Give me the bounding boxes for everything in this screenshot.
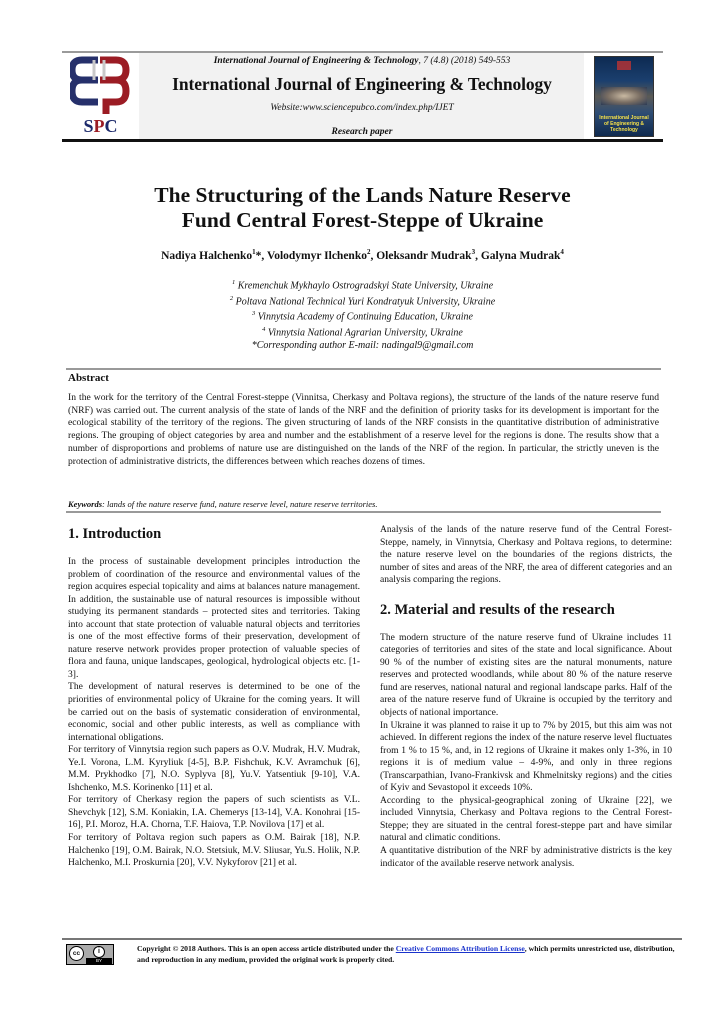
- paragraph: For territory of Cherkasy region the papers of such scientists as V.L. Shevchyk [12], S.M. Koniakin, I.A. Chemerys [13-14], V.A. Konohrai [15-16], P.I. Moroz, H.A. Chorna, T.F. Haiova, T.P. Novilova [17] et al.: [68, 794, 360, 831]
- paragraph: The development of natural reserves is determined to be one of the priorities of environmental policy of Ukraine for the coming years. It will be carried out on the basis of systematic consideration of environmental, economic, social and other public interests, as well as compliance with international obligations.: [68, 681, 360, 743]
- section-heading-introduction: 1. Introduction: [68, 526, 162, 542]
- copyright-notice: Copyright © 2018 Authors. This is an open access article distributed under the Creative Commons Attribution License, which permits unrestricted use, distribution, and reproduction in any medium, provided the original work is properly cited.: [137, 944, 675, 964]
- affiliation: $^2$ Poltava National Technical Yuri Kondratyuk University, Ukraine: [229, 294, 496, 308]
- spc-logo-text: SPC: [83, 116, 118, 136]
- header-bottom-rule: [62, 139, 663, 142]
- journal-citation: International Journal of Engineering & Technology, 7 (4.8) (2018) 549-553: [213, 56, 511, 66]
- abstract-top-rule: [66, 368, 661, 370]
- abstract-text: In the work for the territory of the Central Forest-steppe (Vinnitsa, Cherkasy and Poltava regions), the structure of the lands of the nature reserve fund (NRF) was carried out. The current analysis of the state of lands of the NRF and the definition of priority tasks for its development is important for the ecological stability of the territory of the regions. The given structuring of lands of the NRF consists in the quantitative distribution of administrative regions. The grouping of object categories by area and number and the establishment of a reserve level for the regions is done. The results show that a number of disproportions and problems of nature use are distinguished on the lands of the NRF of the region. In particular, the strictly uneven is the protection of administrative districts, the differences between which reaches dozens of times.: [68, 392, 659, 467]
- paragraph: For territory of Poltava region such papers as O.M. Bairak [18], N.P. Halchenko [19], O.M. Bairak, N.O. Stetsiuk, M.V. Sliusar, Yu.S. Holik, N.P. Halchenko, M.I. Proskurnia [20], V.V. Nykyforov [21] et al.: [68, 832, 360, 869]
- cover-title: International Journal of Engineering & Technology: [599, 115, 649, 133]
- by-label: BY: [86, 958, 112, 964]
- journal-cover: [584, 53, 663, 139]
- author: Nadiya Halchenko$^1$*: [161, 248, 262, 262]
- author: Volodymyr Ilchenko$^2$: [266, 248, 371, 262]
- right-column: [380, 524, 672, 870]
- section-heading-material-results: 2. Material and results of the research: [380, 601, 615, 618]
- corresponding-author: *Corresponding author E-mail: nadingal9@gmail.com: [251, 339, 474, 351]
- keywords: Keywords: lands of the nature reserve fund, nature reserve level, nature reserve territories.: [68, 499, 378, 509]
- cover-machine-graphic: [601, 87, 647, 105]
- cc-by-license-badge[interactable]: [66, 944, 114, 965]
- article-title: [62, 183, 663, 233]
- affiliation: $^4$ Vinnytsia National Agrarian University, Ukraine: [262, 326, 463, 339]
- attribution-person-icon: i: [93, 946, 105, 958]
- affiliations: [62, 277, 663, 352]
- affiliation: $^3$ Vinnytsia Academy of Continuing Education, Ukraine: [252, 310, 473, 323]
- cc-license-link[interactable]: Creative Commons Attribution License: [395, 944, 525, 953]
- creative-commons-icon: cc: [69, 946, 84, 961]
- author: Galyna Mudrak$^4$: [480, 248, 564, 262]
- paragraph: For territory of Vinnytsia region such papers as O.V. Mudrak, H.V. Mudrak, Ye.I. Vorona, L.M. Kyryliuk [4-5], B.P. Fishchuk, K.V. Avramchuk [6], M.M. Prykhodko [7], N.O. Syplyva [8], Yu.V. Yatsentiuk [9-10], V.A. Ishchenko, M.S. Korinenko [11] et al.: [68, 744, 360, 793]
- article-title-line-1: The Structuring of the Lands Nature Reserve: [154, 183, 571, 207]
- abstract-heading: Abstract: [68, 372, 109, 384]
- author: Oleksandr Mudrak$^3$: [376, 248, 476, 262]
- footer-rule: [62, 938, 682, 940]
- journal-title: International Journal of Engineering & Technology: [172, 74, 552, 94]
- paper-type: Research paper: [331, 127, 393, 137]
- affiliation: $^1$ Kremenchuk Mykhaylo Ostrogradskyi State University, Ukraine: [231, 279, 494, 292]
- publisher-logo: [62, 53, 139, 139]
- abstract-bottom-rule: [66, 511, 661, 513]
- paragraph: According to the physical-geographical zoning of Ukraine [22], we included Vinnytsia, Cherkasy and Poltava regions to the Central Forest-Steppe; they are situated in the central forest-steppe part and have similar natural and climatic conditions.: [380, 794, 672, 844]
- article-title-line-2: Fund Central Forest-Steppe of Ukraine: [181, 208, 544, 232]
- author-list: Nadiya Halchenko$^1$*, Volodymyr Ilchenko$^2$, Oleksandr Mudrak$^3$, Galyna Mudrak$^4$: [161, 248, 564, 262]
- paragraph: Analysis of the lands of the nature reserve fund of the Central Forest-Steppe, namely, in Vinnytsia, Cherkasy and Poltava regions, to determine: the nature reserve level on the boundaries of the regions districts, the number of sites and areas of the NRF, the area of different categories and an analysis comparing the regions.: [380, 524, 672, 586]
- journal-cover-image: [594, 56, 654, 137]
- spc-logo-icon: [70, 56, 130, 116]
- left-column: [68, 525, 360, 870]
- cover-emblem-icon: [617, 61, 631, 70]
- paragraph: In the process of sustainable development principles introduction the problem of coordination of the resource and environmental values of the region acquires especial topicality and aims at balances nature management. In addition, the sustainable use of natural resources is impossible without studying its permanent standards – protected sites and territories. Taking into account that state protection of valuable natural objects and territories is one of the most effective forms of their preservation, development of nature reserve network provides proper protection of valuable species of flora and fauna, unique landscapes, geological, hydrological objects etc. [1-3].: [68, 556, 360, 680]
- paragraph: In Ukraine it was planned to raise it up to 7% by 2015, but this aim was not achieved. In different regions the index of the nature reserve level fluctuates from 1 % to 15 %, and, in 12 regions of Ukraine it makes only 1-3%, in 10 regions it is of medium value – 4-9%, and only in three regions (Transcarpathian, Ivano-Frankivsk and Khmelnitsky regions) and the cities of Kyiv and Sevastopol it exceeds 10%.: [380, 719, 672, 794]
- paragraph: A quantitative distribution of the NRF by administrative districts is the key indicator of the available reserve network analysis.: [380, 845, 672, 869]
- journal-website[interactable]: Website:www.sciencepubco.com/index.php/IJET: [270, 103, 454, 113]
- paragraph: The modern structure of the nature reserve fund of Ukraine includes 11 categories of territories and sites of the state and local significance. About 90 % of the number of existing sites are the natural monuments, nature reserves and protected woodlands, while about 80 % of the nature reserve fund are reserves, national natural and regional landscape parks. Half of the area of the nature reserve fund of Ukraine is occupied by the territory and objects of national importance.: [380, 631, 672, 719]
